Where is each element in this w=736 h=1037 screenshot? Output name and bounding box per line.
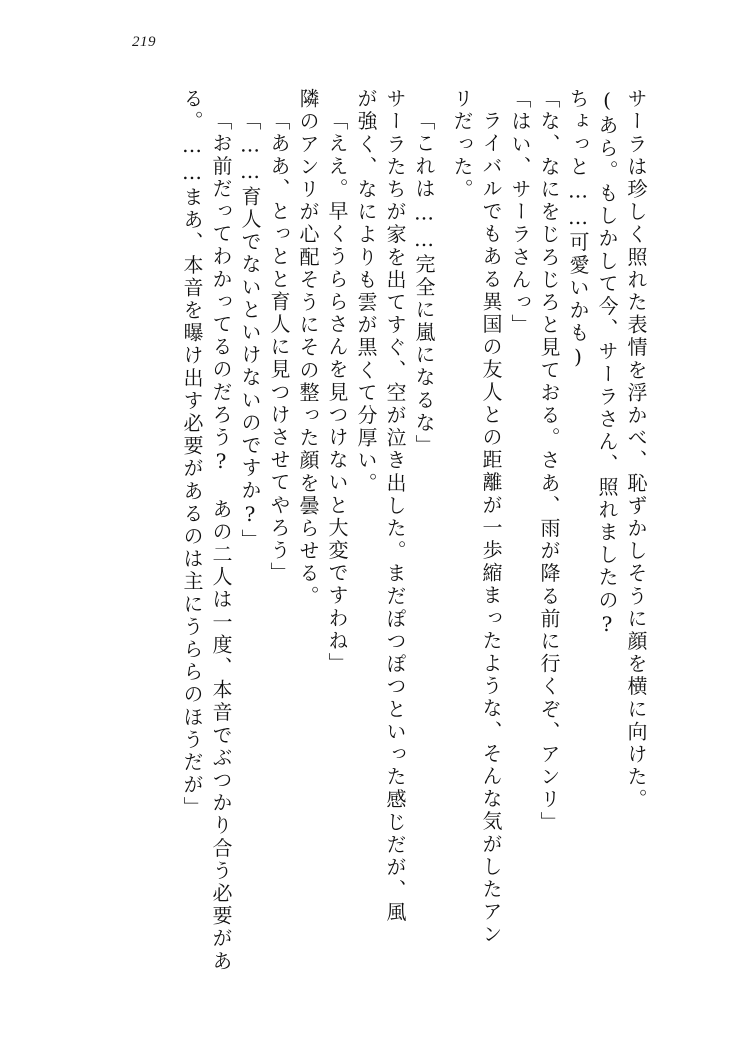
text-line: 「お前だってわかってるのだろう? あの二人は一度、本音でぶつかり合う必要があ [209,110,233,973]
text-line: る。……まあ、本音を曝け出す必要があるのは主にうららのほうだが」 [180,88,204,820]
text-line: リだった。 [450,88,474,201]
text-line: ちょっと……可愛いかも) [566,88,590,372]
text-line: 「な、なにをじろじろと見ておる。さあ、雨が降る前に行くぞ、アンリ」 [537,88,561,834]
text-line: 「これは……完全に嵐になるな」 [412,110,436,457]
text-line: 「ええ。早くうららさんを見つけないと大変ですわね」 [325,110,349,675]
text-line: 隣のアンリが心配そうにその整った顔を曇らせる。 [296,88,320,608]
text-line: 「ああ、とっとと育人に見つけさせてやろう」 [267,110,291,585]
text-line: が強く、なによりも雲が黒くて分厚い。 [354,88,378,495]
vertical-text-body [86,88,648,973]
text-line: サーラたちが家を出てすぐ、空が泣き出した。まだぽつぽつといった感じだが、風 [383,88,407,925]
text-line: ライバルでもある異国の友人との距離が一歩縮まったような、そんな気がしたアン [479,110,503,947]
text-line: 「……育人でないといけないのですか?」 [238,110,262,552]
text-line: (あら。もしかして今、サーラさん、照れましたの? [595,88,619,639]
text-line: サーラは珍しく照れた表情を浮かべ、恥ずかしそうに顔を横に向けた。 [624,88,648,812]
text-line: 「はい、サーラさんっ」 [508,88,532,337]
page-number: 219 [132,34,156,50]
